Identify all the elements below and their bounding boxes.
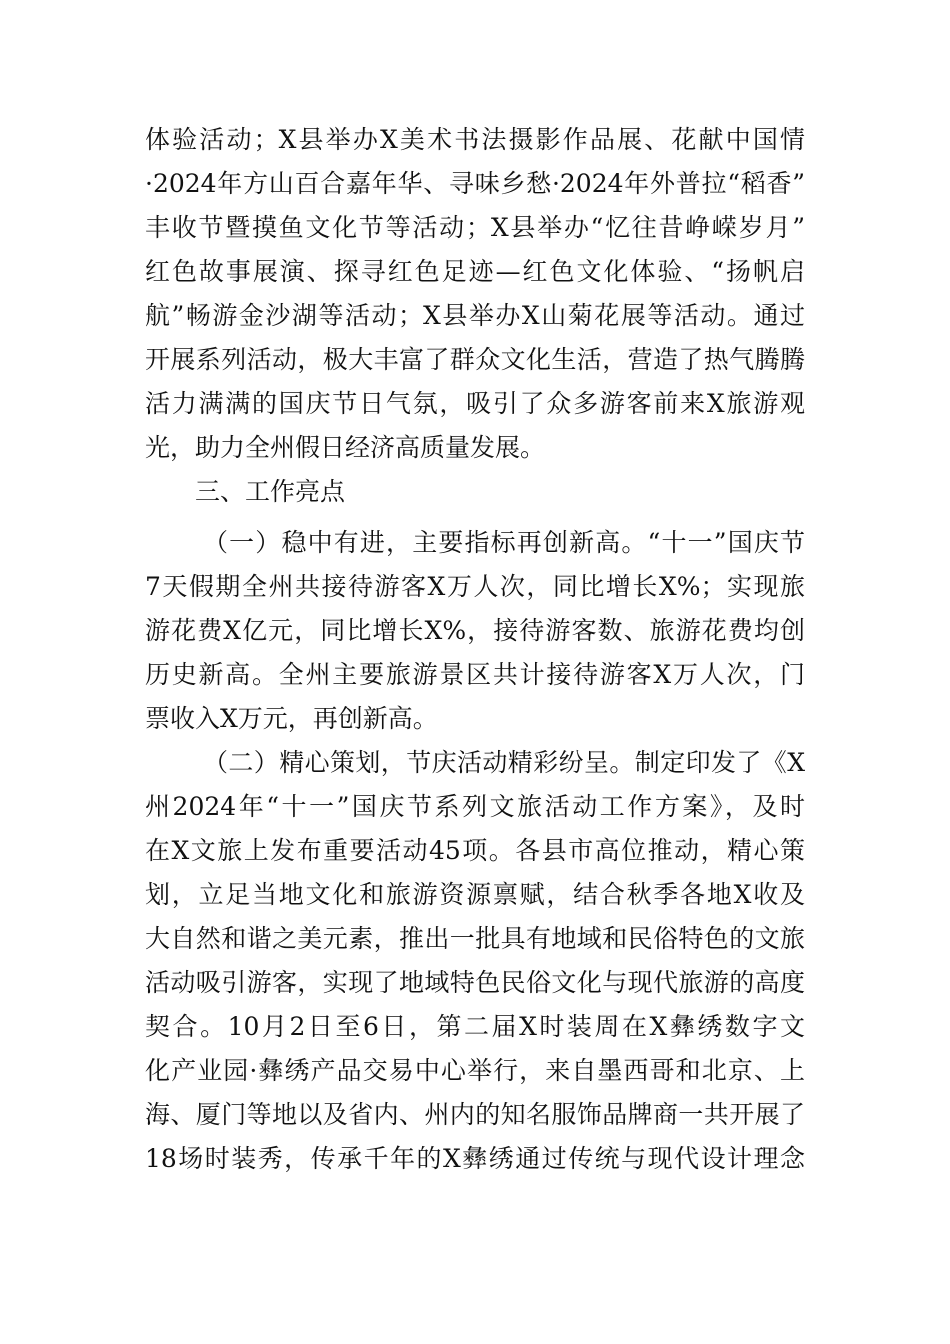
paragraph-1-line-3: 丰收节暨摸鱼文化节等活动；X县举办“忆往昔峥嵘岁月” (145, 213, 805, 242)
paragraph-1-line-1: 体验活动；X县举办X美术书法摄影作品展、花献中国情 (145, 125, 805, 154)
paragraph-2-line-1: （一）稳中有进，主要指标再创新高。“十一”国庆节 (203, 528, 805, 557)
paragraph-2-line-4: 历史新高。全州主要旅游景区共计接待游客X万人次，门 (145, 660, 805, 689)
paragraph-3-line-5: 大自然和谐之美元素，推出一批具有地域和民俗特色的文旅 (145, 924, 805, 953)
paragraph-1-line-8: 光，助力全州假日经济高质量发展。 (145, 433, 546, 462)
paragraph-1-line-6: 开展系列活动，极大丰富了群众文化生活，营造了热气腾腾 (145, 345, 805, 374)
paragraph-2-line-5: 票收入X万元，再创新高。 (145, 704, 438, 733)
paragraph-1-line-2: ·2024年方山百合嘉年华、寻味乡愁·2024年外普拉“稻香” (145, 169, 805, 198)
paragraph-1-line-7: 活力满满的国庆节日气氛，吸引了众多游客前来X旅游观 (145, 389, 805, 418)
paragraph-3-line-1: （二）精心策划，节庆活动精彩纷呈。制定印发了《X (203, 748, 805, 777)
paragraph-3-line-6: 活动吸引游客，实现了地域特色民俗文化与现代旅游的高度 (145, 968, 805, 997)
paragraph-3-line-3: 在X文旅上发布重要活动45项。各县市高位推动，精心策 (145, 836, 805, 865)
section-heading: 三、工作亮点 (195, 477, 346, 506)
paragraph-2-line-3: 游花费X亿元，同比增长X%，接待游客数、旅游花费均创 (145, 616, 805, 645)
paragraph-1-line-5: 航”畅游金沙湖等活动；X县举办X山菊花展等活动。通过 (145, 301, 805, 330)
paragraph-2-line-2: 7天假期全州共接待游客X万人次，同比增长X%；实现旅 (145, 572, 805, 601)
paragraph-3-line-9: 海、厦门等地以及省内、州内的知名服饰品牌商一共开展了 (145, 1100, 805, 1129)
paragraph-3-line-7: 契合。10月2日至6日，第二届X时装周在X彝绣数字文 (145, 1012, 805, 1041)
paragraph-3-line-2: 州2024年“十一”国庆节系列文旅活动工作方案》，及时 (145, 792, 805, 821)
paragraph-3-line-8: 化产业园·彝绣产品交易中心举行，来自墨西哥和北京、上 (145, 1056, 805, 1085)
paragraph-3-line-10: 18场时装秀，传承千年的X彝绣通过传统与现代设计理念 (145, 1144, 805, 1173)
paragraph-1-line-4: 红色故事展演、探寻红色足迹—红色文化体验、“扬帆启 (145, 257, 805, 286)
paragraph-3-line-4: 划，立足当地文化和旅游资源禀赋，结合秋季各地X收及 (145, 880, 805, 909)
